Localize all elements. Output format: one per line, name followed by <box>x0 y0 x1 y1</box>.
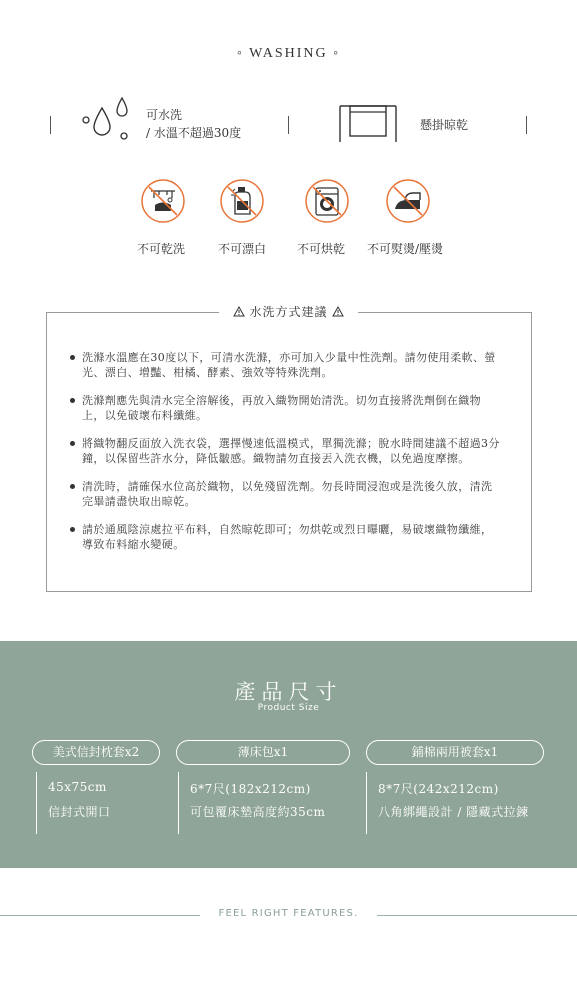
list-item: 請於通風陰涼處拉平布料，自然晾乾即可；勿烘乾或烈日曝曬，易破壞織物纖維，導致布料縮水變硬。 <box>82 522 502 552</box>
hang-dry-label: 懸掛晾乾 <box>420 118 469 132</box>
spec-line: 8*7尺(242x212cm) <box>378 782 499 796</box>
no-iron-label: 不可熨燙/壓燙 <box>367 242 444 256</box>
suggestions-list <box>82 350 502 565</box>
spec-line: 45x75cm <box>48 780 107 794</box>
care-instructions-row <box>0 96 577 156</box>
suggestions-heading <box>219 303 359 320</box>
no-dry-clean-icon <box>140 178 186 224</box>
footer-tagline: FEEL RIGHT FEATURES. <box>218 908 359 919</box>
spec-line: 可包覆床墊高度約35cm <box>190 805 326 819</box>
warning-icon <box>332 306 344 317</box>
list-item: 洗滌劑應先與清水完全溶解後，再放入織物開始清洗。切勿直接將洗劑倒在織物上，以免破壞布料纖維。 <box>82 393 502 423</box>
list-item: 將織物翻反面放入洗衣袋，選擇慢速低溫模式，單獨洗滌；脫水時間建議不超過3分鐘，以保留些許水分，降低皺感。織物請勿直接丟入洗衣機，以免過度摩擦。 <box>82 436 502 466</box>
spec-line: 信封式開口 <box>48 805 111 819</box>
suggestions-title: 水洗方式建議 <box>249 305 328 319</box>
product-pill-duvet-cover: 鋪棉兩用被套x1 <box>366 740 544 765</box>
washing-title: ◦ WASHING ◦ <box>236 46 341 61</box>
warning-icon <box>233 306 245 317</box>
product-pill-pillowcase: 美式信封枕套x2 <box>32 740 160 765</box>
divider <box>288 116 289 134</box>
product-pill-fitted-sheet: 薄床包x1 <box>176 740 350 765</box>
list-item: 洗滌水溫應在30度以下，可清水洗滌，亦可加入少量中性洗劑。請勿使用柔軟、螢光、漂白、增豔、柑橘、酵素、強效等特殊洗劑。 <box>82 350 502 380</box>
size-subtitle: Product Size <box>257 703 320 713</box>
no-bleach-icon <box>219 178 265 224</box>
hang-dry-icon <box>336 100 400 148</box>
no-dry-clean-label: 不可乾洗 <box>137 242 186 256</box>
divider <box>50 116 51 134</box>
size-title: 產品尺寸 <box>234 680 343 704</box>
list-item: 清洗時，請確保水位高於織物，以免殘留洗劑。勿長時間浸泡或是洗後久放，清洗完畢請盡快取出晾乾。 <box>82 479 502 509</box>
no-tumble-dry-label: 不可烘乾 <box>297 242 346 256</box>
no-bleach-label: 不可漂白 <box>218 242 267 256</box>
divider <box>526 116 527 134</box>
water-drops-icon <box>78 96 134 146</box>
hand-wash-label-1: 可水洗 <box>146 108 183 122</box>
spec-line: 6*7尺(182x212cm) <box>190 782 311 796</box>
hand-wash-label-2: / 水溫不超過30度 <box>146 126 242 140</box>
no-tumble-dry-icon <box>304 178 350 224</box>
spec-line: 八角綁繩設計 / 隱藏式拉鍊 <box>378 805 529 819</box>
no-iron-icon <box>385 178 431 224</box>
